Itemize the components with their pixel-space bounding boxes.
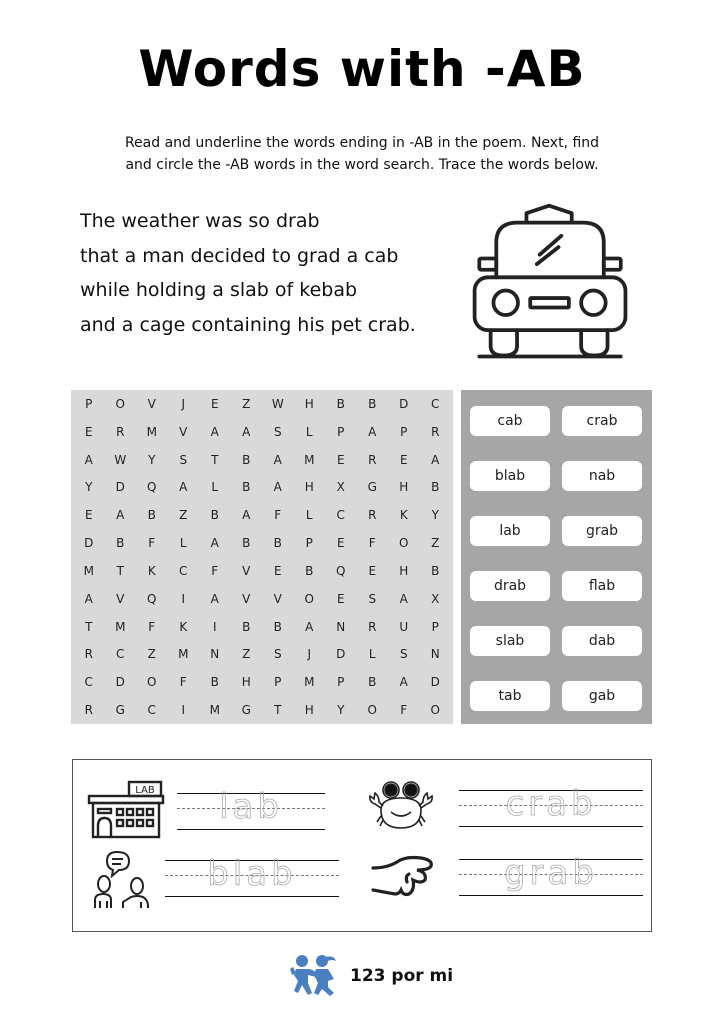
grid-letter[interactable]: H [304, 480, 314, 495]
grid-letter[interactable]: L [305, 508, 313, 523]
grid-letter[interactable]: V [273, 591, 282, 606]
grid-letter[interactable]: A [210, 591, 219, 606]
grid-letter[interactable]: T [85, 619, 93, 634]
word-bank-item: blab [470, 461, 550, 491]
grid-letter[interactable]: L [179, 536, 187, 551]
tracing-lines [177, 787, 325, 829]
grid-letter[interactable]: A [399, 591, 408, 606]
grid-letter[interactable]: Q [147, 480, 157, 495]
grid-letter[interactable]: F [211, 563, 219, 578]
grid-letter[interactable]: T [211, 452, 219, 467]
grid-letter[interactable]: K [147, 563, 156, 578]
grid-letter[interactable]: B [242, 480, 251, 495]
grid-letter[interactable]: B [116, 536, 125, 551]
word-bank-item: lab [470, 516, 550, 546]
poem-line: and a cage containing his pet crab. [80, 313, 416, 336]
grid-letter[interactable]: D [430, 675, 440, 690]
word-bank-item: cab [470, 406, 550, 436]
grid-letter[interactable]: B [273, 619, 282, 634]
grid-letter[interactable]: Z [179, 508, 188, 523]
grid-letter[interactable]: M [83, 563, 94, 578]
grid-letter[interactable]: Z [431, 536, 440, 551]
grid-letter[interactable]: E [84, 508, 93, 523]
grid-letter[interactable]: C [116, 647, 125, 662]
grid-letter[interactable]: P [400, 424, 408, 439]
grid-letter[interactable]: A [305, 619, 314, 634]
grid-letter[interactable]: D [115, 675, 125, 690]
grid-letter[interactable]: R [368, 452, 377, 467]
poem [80, 204, 416, 342]
grid-letter[interactable]: P [85, 396, 93, 411]
grid-letter[interactable]: A [116, 508, 125, 523]
grid-letter[interactable]: C [431, 396, 440, 411]
word-bank-item: dab [562, 626, 642, 656]
grid-letter[interactable]: H [241, 675, 251, 690]
grid-letter[interactable]: Q [336, 563, 346, 578]
grid-letter[interactable]: E [210, 396, 219, 411]
grid-letter[interactable]: V [147, 396, 156, 411]
grid-letter[interactable]: M [304, 675, 315, 690]
grid-letter[interactable]: S [273, 424, 282, 439]
word-bank-item: crab [562, 406, 642, 436]
grid-letter[interactable]: O [115, 396, 125, 411]
grid-letter[interactable]: Z [147, 647, 156, 662]
instructions-line: Read and underline the words ending in -AB in the poem. Next, find [124, 135, 600, 151]
tracing-section [72, 759, 652, 932]
grid-letter[interactable]: C [336, 508, 345, 523]
grid-letter[interactable]: O [147, 675, 157, 690]
grid-letter[interactable]: E [368, 563, 377, 578]
grid-letter[interactable]: F [148, 536, 156, 551]
instructions [60, 132, 664, 176]
grid-letter[interactable]: T [116, 563, 124, 578]
grid-letter[interactable]: H [304, 396, 314, 411]
grid-letter[interactable]: S [273, 647, 282, 662]
instructions-line: and circle the -AB words in the word search. Trace the words below. [125, 157, 599, 173]
grid-letter[interactable]: Z [242, 396, 251, 411]
tracing-lines [459, 853, 643, 895]
poem-line: that a man decided to grad a cab [80, 244, 399, 267]
grid-letter[interactable]: B [210, 675, 219, 690]
grid-letter[interactable]: A [242, 424, 251, 439]
grid-letter[interactable]: Y [431, 508, 439, 523]
tracing-lines [165, 854, 339, 896]
grid-letter[interactable]: G [367, 480, 377, 495]
grid-letter[interactable]: S [368, 591, 377, 606]
grid-letter[interactable]: B [273, 536, 282, 551]
brand-name: 123 por mi [350, 966, 454, 986]
grid-letter[interactable]: A [210, 424, 219, 439]
word-bank-item: slab [470, 626, 550, 656]
lab-building-icon [87, 780, 167, 840]
grid-letter[interactable]: B [242, 536, 251, 551]
grid-letter[interactable]: P [337, 675, 345, 690]
grid-letter[interactable]: N [430, 647, 440, 662]
word-bank [461, 390, 652, 724]
grid-letter[interactable]: I [181, 703, 186, 718]
grid-letter[interactable]: L [368, 647, 376, 662]
grid-letter[interactable]: F [368, 536, 376, 551]
grid-letter[interactable]: C [84, 675, 93, 690]
kids-playing-logo [290, 953, 340, 999]
crab-icon [367, 780, 439, 840]
grid-letter[interactable]: B [336, 396, 345, 411]
grid-letter[interactable]: R [116, 424, 125, 439]
grid-letter[interactable]: A [399, 675, 408, 690]
grid-letter[interactable]: D [399, 396, 409, 411]
grid-letter[interactable]: S [399, 647, 408, 662]
traced-word[interactable]: crab [505, 784, 597, 824]
grid-letter[interactable]: X [431, 591, 440, 606]
grid-letter[interactable]: N [210, 647, 220, 662]
grid-letter[interactable]: C [179, 563, 188, 578]
grid-letter[interactable]: Y [148, 452, 156, 467]
grid-letter[interactable]: O [367, 703, 377, 718]
grid-letter[interactable]: D [84, 536, 94, 551]
grid-letter[interactable]: Y [85, 480, 93, 495]
grid-letter[interactable]: A [179, 480, 188, 495]
grid-letter[interactable]: K [399, 508, 408, 523]
grid-letter[interactable]: U [399, 619, 409, 634]
grid-letter[interactable]: W [114, 452, 127, 467]
grid-letter[interactable]: M [209, 703, 220, 718]
grid-letter[interactable]: V [242, 591, 251, 606]
grid-letter[interactable]: L [305, 424, 313, 439]
word-bank-item: drab [470, 571, 550, 601]
grid-letter[interactable]: M [115, 619, 126, 634]
grid-letter[interactable]: A [210, 536, 219, 551]
grid-letter[interactable]: B [305, 563, 314, 578]
word-bank-item: tab [470, 681, 550, 711]
grid-letter[interactable]: B [210, 508, 219, 523]
grid-letter[interactable]: B [368, 675, 377, 690]
grid-letter[interactable]: A [273, 452, 282, 467]
grid-letter[interactable]: P [431, 619, 439, 634]
grid-letter[interactable]: P [274, 675, 282, 690]
grid-letter[interactable]: E [336, 452, 345, 467]
grid-letter[interactable]: D [336, 647, 346, 662]
grid-letter[interactable]: E [399, 452, 408, 467]
grid-letter[interactable]: P [305, 536, 313, 551]
grid-letter[interactable]: A [242, 508, 251, 523]
grid-letter[interactable]: V [179, 424, 188, 439]
poem-line: The weather was so drab [80, 210, 320, 232]
grid-letter[interactable]: B [147, 508, 156, 523]
lab-sign-text: LAB [135, 785, 155, 796]
grid-letter[interactable]: B [242, 619, 251, 634]
grid-letter[interactable]: R [84, 703, 93, 718]
grid-letter[interactable]: I [212, 619, 217, 634]
traced-word[interactable]: lab [219, 787, 283, 827]
grid-letter[interactable]: A [273, 480, 282, 495]
grid-letter[interactable]: T [274, 703, 282, 718]
page-title: Words with -AB [138, 40, 586, 98]
grid-letter[interactable]: R [368, 619, 377, 634]
grid-letter[interactable]: B [242, 452, 251, 467]
grid-letter[interactable]: K [179, 619, 188, 634]
grid-letter[interactable]: G [115, 703, 125, 718]
grid-letter[interactable]: R [84, 647, 93, 662]
grid-letter[interactable]: O [399, 536, 409, 551]
grid-letter[interactable]: V [116, 591, 125, 606]
grid-letter[interactable]: J [181, 396, 186, 411]
grid-letter[interactable]: E [84, 424, 93, 439]
grid-letter[interactable]: E [273, 563, 282, 578]
grid-letter[interactable]: A [84, 452, 93, 467]
grabbing-hand-icon [371, 854, 439, 900]
grid-letter[interactable]: V [242, 563, 251, 578]
grid-letter[interactable]: F [274, 508, 282, 523]
grid-letter[interactable]: O [430, 703, 440, 718]
grid-letter[interactable]: E [336, 591, 345, 606]
grid-letter[interactable]: X [336, 480, 345, 495]
grid-letter[interactable]: M [146, 424, 157, 439]
grid-letter[interactable]: Q [147, 591, 157, 606]
grid-letter[interactable]: J [307, 647, 312, 662]
grid-letter[interactable]: A [431, 452, 440, 467]
grid-letter[interactable]: A [84, 591, 93, 606]
grid-letter[interactable]: D [115, 480, 125, 495]
word-bank-item: flab [562, 571, 642, 601]
tracing-lines [459, 784, 643, 826]
grid-letter[interactable]: B [368, 396, 377, 411]
word-bank-item: nab [562, 461, 642, 491]
grid-letter[interactable]: F [179, 675, 187, 690]
grid-letter[interactable]: N [336, 619, 346, 634]
grid-letter[interactable]: W [271, 396, 284, 411]
word-bank-item: grab [562, 516, 642, 546]
grid-letter[interactable]: H [399, 480, 409, 495]
word-search-grid [71, 390, 453, 724]
grid-letter[interactable]: B [431, 563, 440, 578]
grid-letter[interactable]: R [368, 508, 377, 523]
grid-letter[interactable]: A [368, 424, 377, 439]
grid-letter[interactable]: P [337, 424, 345, 439]
word-bank-item: gab [562, 681, 642, 711]
grid-letter[interactable]: H [304, 703, 314, 718]
grid-letter[interactable]: O [304, 591, 314, 606]
grid-letter[interactable]: M [304, 452, 315, 467]
people-talking-icon [93, 848, 151, 910]
footer [290, 952, 453, 1000]
grid-letter[interactable]: F [148, 619, 156, 634]
grid-letter[interactable]: H [399, 563, 409, 578]
traced-word[interactable]: blab [207, 854, 297, 894]
grid-letter[interactable]: M [178, 647, 189, 662]
grid-letter[interactable]: E [336, 536, 345, 551]
grid-letter[interactable]: C [147, 703, 156, 718]
grid-letter[interactable]: L [211, 480, 219, 495]
poem-line: while holding a slab of kebab [80, 279, 358, 301]
grid-letter[interactable]: B [431, 480, 440, 495]
grid-letter[interactable]: Y [337, 703, 345, 718]
grid-letter[interactable]: F [400, 703, 408, 718]
grid-letter[interactable]: G [241, 703, 251, 718]
taxi-icon [468, 200, 633, 365]
grid-letter[interactable]: S [179, 452, 188, 467]
grid-letter[interactable]: Z [242, 647, 251, 662]
traced-word[interactable]: grab [504, 853, 598, 893]
grid-letter[interactable]: I [181, 591, 186, 606]
grid-letter[interactable]: R [431, 424, 440, 439]
